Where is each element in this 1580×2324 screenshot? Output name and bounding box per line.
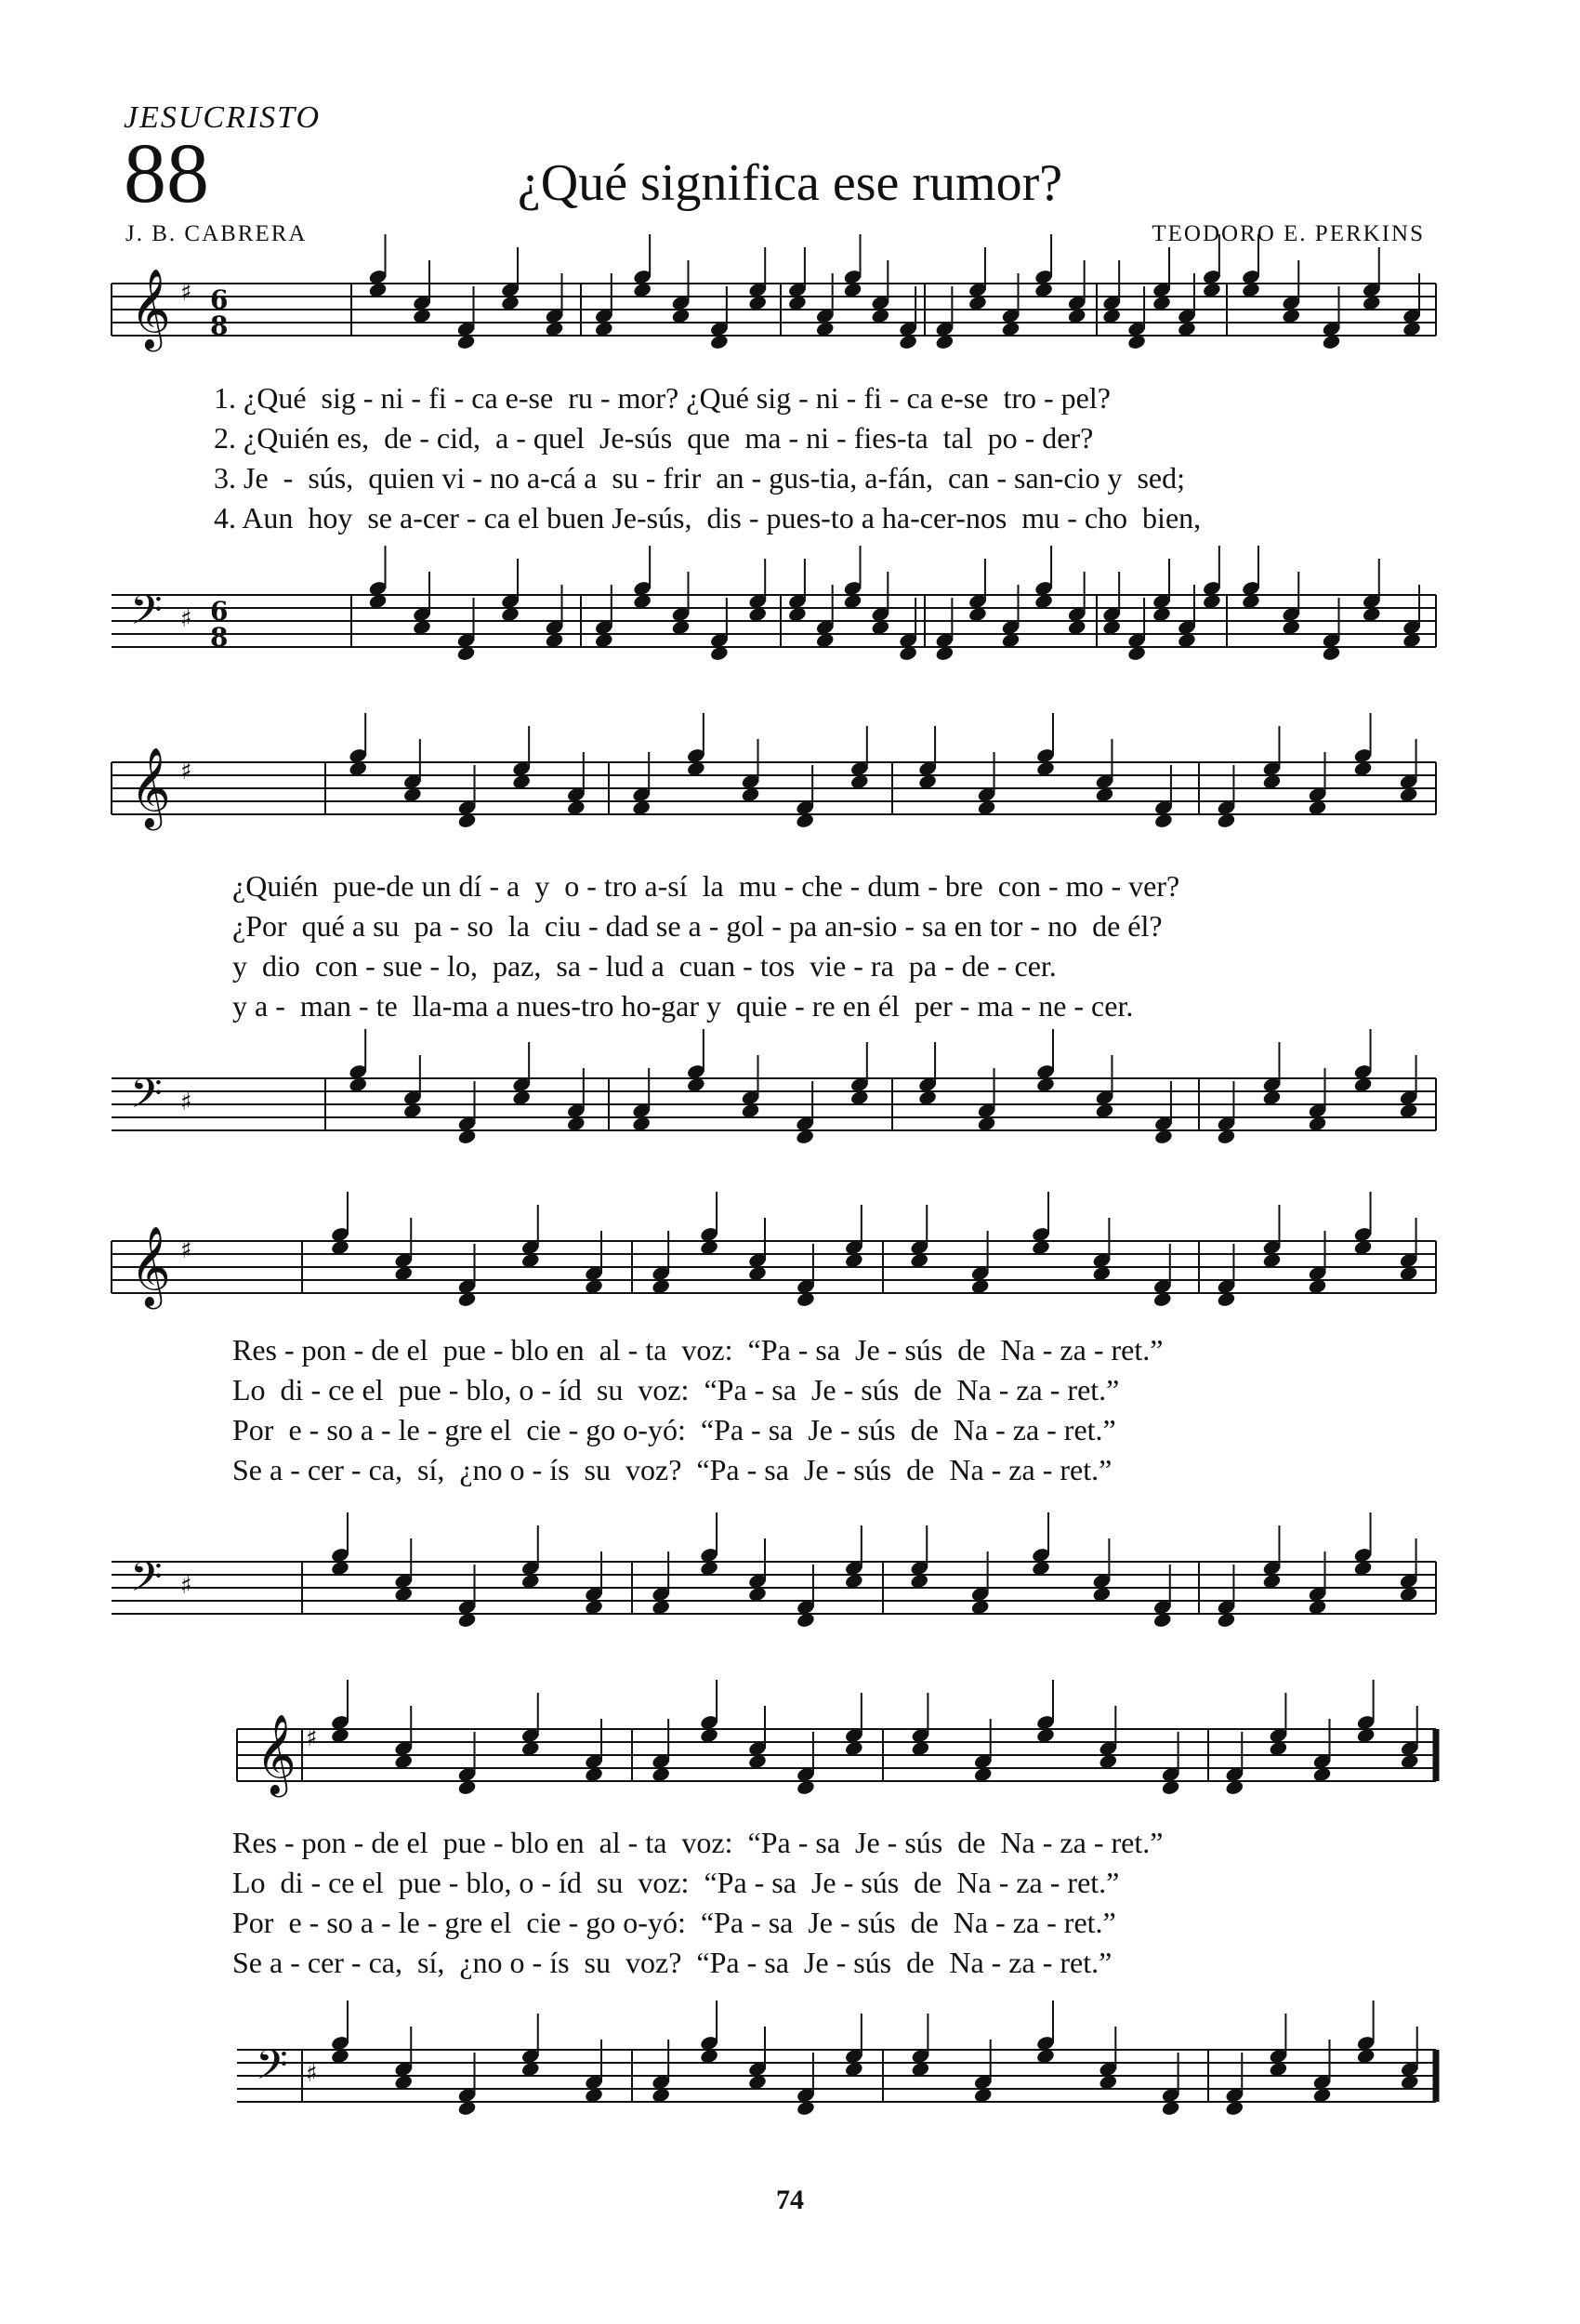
lyric-line: Res - pon - de el pue - blo en al - ta voz: “Pa - sa Je - sús de Na - za - ret.” <box>232 1333 1164 1367</box>
treble-clef-icon: 𝄞 <box>130 1226 171 1306</box>
composer-credit: TEODORO E. PERKINS <box>1152 221 1425 246</box>
sharp-icon: ♯ <box>180 1236 192 1264</box>
time-signature-bottom: 8 <box>210 622 229 653</box>
lyric-line: 4. Aun hoy se a-cer - ca el buen Je-sús, dis - pues-to a ha-cer-nos mu - cho bien, <box>214 501 1202 535</box>
sharp-icon: ♯ <box>180 279 192 307</box>
lyric-line: y a - man - te lla-ma a nues-tro ho-gar y quie - re en él per - ma - ne - cer. <box>232 989 1134 1023</box>
lyric-line: Se a - cer - ca, sí, ¿no o - ís su voz? “Pa - sa Je - sús de Na - za - ret.” <box>232 1946 1113 1979</box>
bass-clef-icon: 𝄢 <box>130 586 163 644</box>
lyric-line: Lo di - ce el pue - blo, o - íd su voz: “Pa - sa Je - sús de Na - za - ret.” <box>232 1866 1120 1899</box>
treble-clef-icon: 𝄞 <box>256 1714 296 1794</box>
lyric-line: Se a - cer - ca, sí, ¿no o - ís su voz? “Pa - sa Je - sús de Na - za - ret.” <box>232 1453 1113 1486</box>
sharp-icon: ♯ <box>180 1089 192 1116</box>
lyricist-credit: J. B. CABRERA <box>125 221 308 246</box>
lyric-line: ¿Quién pue-de un dí - a y o - tro a-sí la mu - che - dum - bre con - mo - ver? <box>232 869 1180 903</box>
sharp-icon: ♯ <box>306 2060 318 2088</box>
time-signature-bottom: 8 <box>210 310 229 341</box>
sharp-icon: ♯ <box>306 1724 318 1752</box>
sharp-icon: ♯ <box>180 758 192 786</box>
sharp-icon: ♯ <box>180 1572 192 1600</box>
lyric-line: Por e - so a - le - gre el cie - go o-yó: “Pa - sa Je - sús de Na - za - ret.” <box>232 1413 1116 1446</box>
treble-clef-icon: 𝄞 <box>130 747 171 827</box>
sharp-icon: ♯ <box>180 605 192 633</box>
lyric-line: 1. ¿Qué sig - ni - fi - ca e-se ru - mor? ¿Qué sig - ni - fi - ca e-se tro - pel? <box>214 381 1111 415</box>
time-signature-top: 6 <box>210 284 229 315</box>
bass-clef-icon: 𝄢 <box>130 1552 163 1611</box>
page-number: 74 <box>776 2185 804 2215</box>
lyric-line: ¿Por qué a su pa - so la ciu - dad se a - gol - pa an-sio - sa en tor - no de él? <box>232 909 1163 943</box>
lyric-line: y dio con - sue - lo, paz, sa - lud a cuan - tos vie - ra pa - de - cer. <box>232 949 1057 983</box>
lyric-line: Res - pon - de el pue - blo en al - ta voz: “Pa - sa Je - sús de Na - za - ret.” <box>232 1826 1164 1859</box>
bass-clef-icon: 𝄢 <box>130 1069 163 1128</box>
lyric-line: Por e - so a - le - gre el cie - go o-yó: “Pa - sa Je - sús de Na - za - ret.” <box>232 1906 1116 1939</box>
lyric-line: Lo di - ce el pue - blo, o - íd su voz: “Pa - sa Je - sús de Na - za - ret.” <box>232 1373 1120 1406</box>
hymn-number: 88 <box>124 125 209 220</box>
lyric-line: 3. Je - sús, quien vi - no a-cá a su - frir an - gus-tia, a-fán, can - san-cio y sed; <box>214 461 1185 495</box>
bass-clef-icon: 𝄢 <box>256 2040 288 2099</box>
treble-clef-icon: 𝄞 <box>130 269 171 349</box>
hymn-title: ¿Qué significa ese rumor? <box>517 154 1063 212</box>
lyric-line: 2. ¿Quién es, de - cid, a - quel Je-sús que ma - ni - fies-ta tal po - der? <box>214 421 1094 455</box>
time-signature-top: 6 <box>210 596 229 627</box>
category-heading: JESUCRISTO <box>124 100 322 135</box>
